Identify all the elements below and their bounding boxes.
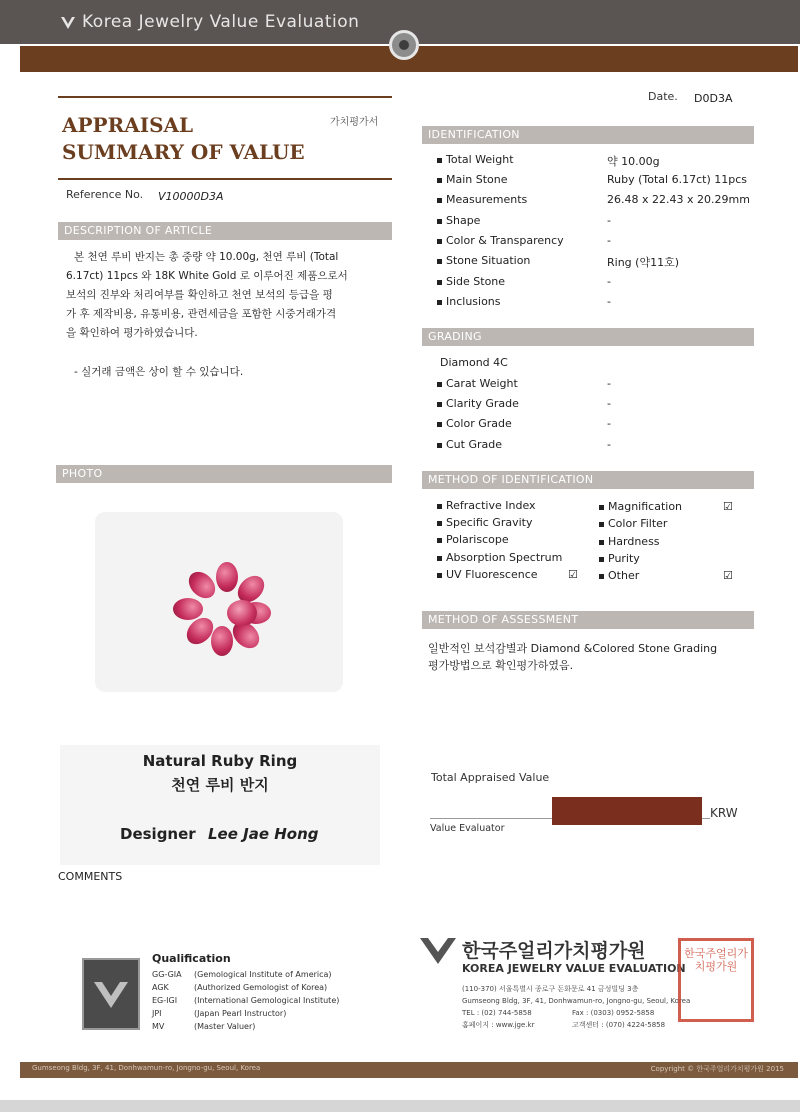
identification-row: Inclusions [437, 295, 501, 308]
method-item: Polariscope [437, 533, 509, 546]
description-line: 가 후 제작비용, 유통비용, 관련세금을 포함한 시중거래가격 [66, 308, 337, 320]
grading-value: - [607, 438, 611, 451]
method-item: Refractive Index [437, 499, 536, 512]
product-name-en: Natural Ruby Ring [142, 752, 298, 770]
identification-row: Measurements [437, 193, 527, 206]
grading-row: Cut Grade [437, 438, 502, 451]
grading-row: Carat Weight [437, 377, 518, 390]
method-identification-header: METHOD OF IDENTIFICATION [422, 471, 754, 489]
grading-subtitle: Diamond 4C [440, 356, 508, 369]
date-value: D0D3A [694, 92, 733, 105]
footer-band [20, 1062, 798, 1078]
method-assessment-line-1: 일반적인 보석감별과 Diamond &Colored Stone Grading [428, 642, 718, 655]
description-note: - 실거래 금액은 상이 할 수 있습니다. [74, 366, 244, 378]
company-address-en: Gumseong Bldg, 3F, 41, Donhwamun-ro, Jongno-gu, Seoul, Korea [462, 997, 691, 1005]
grading-row: Color Grade [437, 417, 512, 430]
identification-row: Total Weight [437, 153, 514, 166]
company-name-en: KOREA JEWELRY VALUE EVALUATION [462, 962, 686, 975]
grading-header: GRADING [422, 328, 754, 346]
description-header: DESCRIPTION OF ARTICLE [58, 222, 392, 240]
method-item: Absorption Spectrum [437, 551, 562, 564]
qualification-item: GG-GIA (Gemological Institute of America) [152, 970, 332, 979]
method-item: Color Filter [599, 517, 667, 530]
reference-value: V10000D3A [158, 190, 224, 203]
company-web-row: 홈페이지 : www.jge.kr 고객센터 : (070) 4224-5858 [462, 1021, 666, 1029]
qualification-item: AGK (Authorized Gemologist of Korea) [152, 983, 328, 992]
designer-label: Designer [120, 825, 196, 843]
footer-copyright: Copyright © 한국주얼리가치평가원 2015 [650, 1065, 784, 1073]
method-item: Purity [599, 552, 640, 565]
description-line: 본 천연 루비 반지는 총 중량 약 10.00g, 천연 루비 (Total [74, 251, 339, 263]
qualification-item: MV (Master Valuer) [152, 1022, 256, 1031]
ring-center-stone [227, 600, 257, 626]
description-text [66, 248, 396, 343]
method-item: Other [599, 569, 639, 582]
title-korean: 가치평가서 [330, 117, 379, 128]
company-contact [462, 983, 690, 1031]
qualification-item: JPI (Japan Pearl Instructor) [152, 1009, 287, 1018]
qualification-seal-icon [82, 958, 140, 1030]
identification-value: 26.48 x 22.43 x 20.29mm [607, 193, 750, 206]
company-logo-icon [418, 936, 458, 966]
method-item: Specific Gravity [437, 516, 533, 529]
identification-value: - [607, 275, 611, 288]
total-value-label: Total Appraised Value [431, 771, 550, 784]
grading-row: Clarity Grade [437, 397, 519, 410]
identification-value: Ruby (Total 6.17ct) 11pcs [607, 173, 747, 186]
title-rule-top [58, 96, 392, 98]
identification-row: Side Stone [437, 275, 505, 288]
punch-hole-icon [389, 30, 419, 60]
qualification-item: EG-IGI (International Gemological Institute) [152, 996, 340, 1005]
title-rule-bottom [58, 178, 392, 180]
photo-header: PHOTO [56, 465, 392, 483]
identification-value: - [607, 234, 611, 247]
evaluator-label: Value Evaluator [430, 823, 505, 834]
description-line: 6.17ct) 11pcs 와 18K White Gold 로 이루어진 제품으로서 [66, 270, 348, 282]
identification-row: Shape [437, 214, 480, 227]
reference-label: Reference No. [66, 188, 144, 201]
uv-fluorescence-checkbox[interactable]: ☑ [568, 568, 578, 581]
identification-row: Color & Transparency [437, 234, 564, 247]
currency-label: KRW [710, 806, 738, 820]
comments-label: COMMENTS [58, 870, 123, 883]
method-item: Magnification [599, 500, 682, 513]
bottom-strip [0, 1100, 800, 1112]
identification-value: 약 10.00g [607, 155, 660, 168]
header-title: Korea Jewelry Value Evaluation [82, 12, 360, 32]
title-line-1: APPRAISAL [62, 113, 194, 137]
designer-name: Lee Jae Hong [208, 825, 319, 843]
method-item: Hardness [599, 535, 660, 548]
magnification-checkbox[interactable]: ☑ [723, 500, 733, 513]
qualification-list [152, 968, 339, 1033]
company-name-ko: 한국주얼리가치평가원 [462, 940, 646, 962]
method-assessment-line-2: 평가방법으로 확인평가하였음. [428, 659, 574, 672]
grading-value: - [607, 397, 611, 410]
identification-value: - [607, 214, 611, 227]
description-line: 을 확인하여 평가하였습니다. [66, 327, 198, 339]
method-assessment-header: METHOD OF ASSESSMENT [422, 611, 754, 629]
footer-address: Gumseong Bldg, 3F, 41, Donhwamun-ro, Jongno-gu, Seoul, Korea [32, 1064, 261, 1072]
grading-value: - [607, 377, 611, 390]
company-address-ko: (110-370) 서울특별시 종로구 돈화문로 41 금성빌딩 3층 [462, 985, 639, 993]
company-phone-row: TEL : (02) 744-5858 Fax : (0303) 0952-5858 [462, 1009, 655, 1017]
identification-value: - [607, 295, 611, 308]
identification-row: Stone Situation [437, 254, 530, 267]
qualification-title: Qualification [152, 952, 231, 965]
grading-value: - [607, 417, 611, 430]
diamond-logo-icon [60, 14, 76, 30]
redacted-value [552, 797, 702, 825]
identification-header: IDENTIFICATION [422, 126, 754, 144]
other-checkbox[interactable]: ☑ [723, 569, 733, 582]
ring-photo [95, 512, 343, 692]
product-name-ko: 천연 루비 반지 [171, 776, 269, 794]
method-item: UV Fluorescence [437, 568, 538, 581]
date-label: Date. [648, 90, 678, 103]
title-line-2: SUMMARY OF VALUE [62, 140, 305, 164]
identification-row: Main Stone [437, 173, 508, 186]
identification-value: Ring (약11호) [607, 256, 679, 269]
company-red-stamp: 한국주얼리가치평가원 [678, 938, 754, 1022]
description-line: 보석의 진부와 처리여부를 확인하고 천연 보석의 등급을 평 [66, 289, 333, 301]
